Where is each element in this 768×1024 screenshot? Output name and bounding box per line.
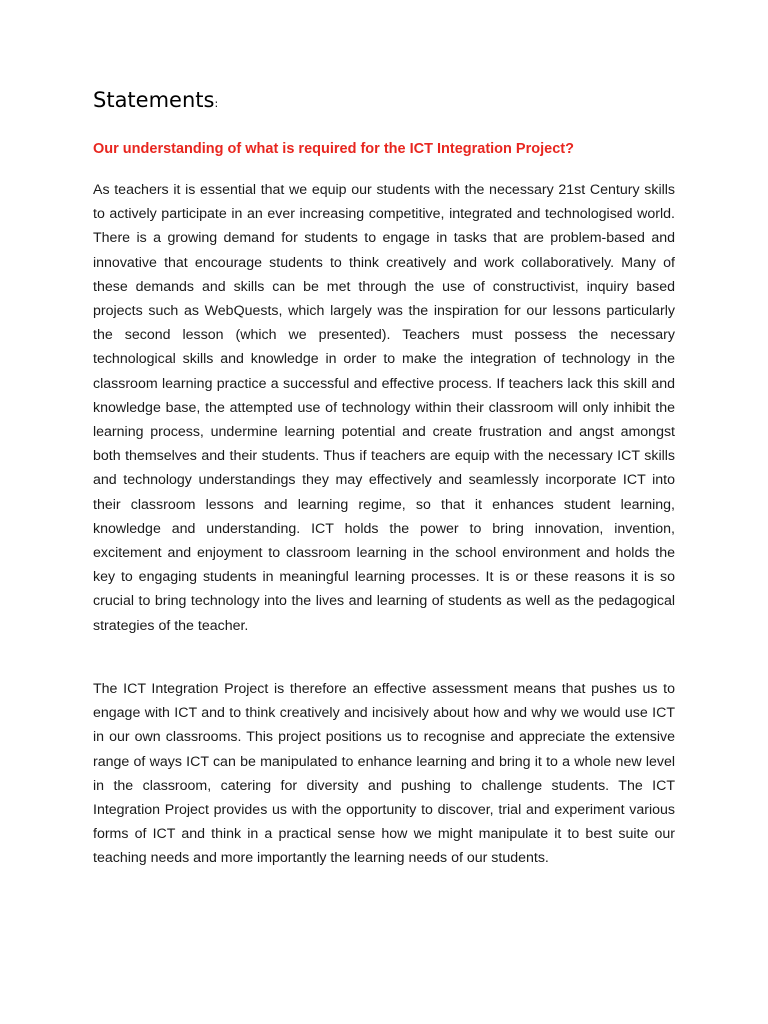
page-title [93,86,218,118]
body-paragraph-1: As teachers it is essential that we equip our students with the necessary 21st Century skills to actively participate in an ever increasing competitive, integrated and technologised world. There is a growing demand for students to engage in tasks that are problem-based and innovative that encourage students to think creatively and work collaboratively. Many of these demands and skills can be met through the use of constructivist, inquiry based projects such as WebQuests, which largely was the inspiration for our lessons particularly the second lesson (which we presented). Teachers must possess the necessary technological skills and knowledge in order to make the integration of technology in the classroom learning practice a successful and effective process. If teachers lack this skill and knowledge base, the attempted use of technology within their classroom will only inhibit the learning process, undermine learning potential and create frustration and angst amongst both themselves and their students. Thus if teachers are equip with the necessary ICT skills and technology understandings they may effectively and seamlessly incorporate ICT into their classroom lessons and learning regime, so that it enhances student learning, knowledge and understanding. ICT holds the power to bring innovation, invention, excitement and enjoyment to classroom learning in the school environment and holds the key to engaging students in meaningful learning processes. It is or these reasons it is so crucial to bring technology into the lives and learning of students as well as the pedagogical strategies of the teacher. [93,182,675,634]
page-title-text: Statements [93,88,215,112]
section-question: Our understanding of what is required for the ICT Integration Project? [93,141,574,157]
body-paragraph-2: The ICT Integration Project is therefore an effective assessment means that pushes us to engage with ICT and to think creatively and incisively about how and why we would use ICT in our own classrooms. This project positions us to recognise and appreciate the extensive range of ways ICT can be manipulated to enhance learning and bring it to a whole new level in the classroom, catering for diversity and pushing to challenge students. The ICT Integration Project provides us with the opportunity to discover, trial and experiment various forms of ICT and think in a practical sense how we might manipulate it to best suite our teaching needs and more importantly the learning needs of our students. [93,681,675,867]
page-title-colon: : [214,97,219,110]
